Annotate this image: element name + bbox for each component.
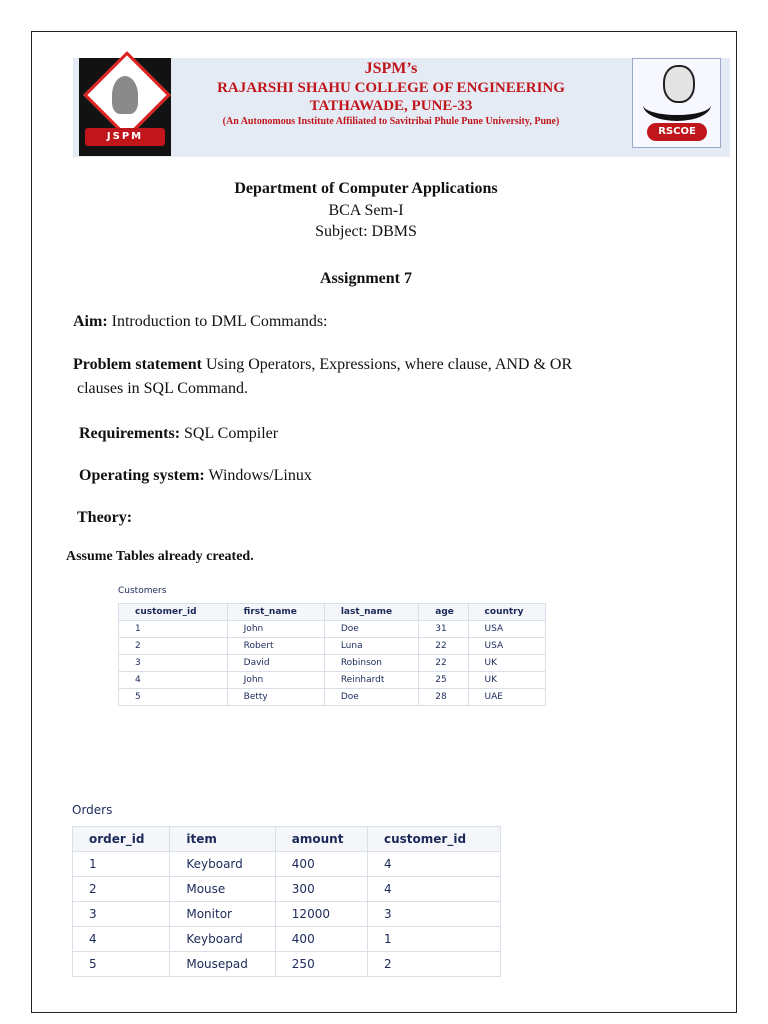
table-row (119, 621, 546, 638)
table-cell: 400 (275, 927, 367, 952)
orders-col-amount: amount (275, 827, 367, 852)
table-cell: Betty (227, 689, 324, 706)
problem-text-line1: Using Operators, Expressions, where clause, AND & OR (202, 356, 573, 373)
table-cell: UK (468, 672, 545, 689)
assume-note: Assume Tables already created. (66, 549, 254, 564)
table-cell: 400 (275, 852, 367, 877)
table-cell: Doe (324, 621, 418, 638)
org-name: JSPM’s (364, 60, 418, 77)
customers-col-first-name: first_name (227, 604, 324, 621)
problem-label: Problem statement (73, 356, 202, 373)
table-row (73, 877, 501, 902)
affiliation-note: (An Autonomous Institute Affiliated to Savitribai Phule Pune University, Pune) (222, 116, 560, 127)
semester-line: BCA Sem-I (328, 202, 404, 219)
table-cell: UAE (468, 689, 545, 706)
table-cell: John (227, 621, 324, 638)
table-cell: 22 (419, 638, 468, 655)
theory-label: Theory: (77, 509, 133, 526)
rscoe-logo-banner: RSCOE (647, 123, 707, 141)
table-cell: 5 (73, 952, 170, 977)
table-cell: 2 (119, 638, 228, 655)
table-cell: USA (468, 621, 545, 638)
customers-header-row (119, 604, 546, 621)
customers-col-country: country (468, 604, 545, 621)
table-cell: 3 (73, 902, 170, 927)
orders-header-row (73, 827, 501, 852)
aim-text: Introduction to DML Commands: (107, 313, 328, 330)
os-text: Windows/Linux (204, 467, 312, 484)
table-cell: Doe (324, 689, 418, 706)
table-row (73, 852, 501, 877)
table-cell: John (227, 672, 324, 689)
orders-col-customer-id: customer_id (368, 827, 501, 852)
table-cell: Luna (324, 638, 418, 655)
subject-line: Subject: DBMS (315, 223, 417, 240)
problem-text-line2: clauses in SQL Command. (77, 380, 248, 397)
table-cell: Mouse (170, 877, 275, 902)
table-cell: David (227, 655, 324, 672)
table-cell: 2 (368, 952, 501, 977)
orders-col-order-id: order_id (73, 827, 170, 852)
customers-col-age: age (419, 604, 468, 621)
requirements-paragraph (79, 422, 278, 446)
orders-table-title: Orders (72, 803, 113, 817)
table-cell: 4 (119, 672, 228, 689)
aim-paragraph (73, 310, 328, 334)
table-cell: 1 (119, 621, 228, 638)
table-cell: Keyboard (170, 852, 275, 877)
table-cell: 2 (73, 877, 170, 902)
table-cell: Reinhardt (324, 672, 418, 689)
table-cell: 3 (368, 902, 501, 927)
customers-table-title: Customers (118, 586, 167, 596)
table-row (119, 689, 546, 706)
problem-paragraph (73, 353, 572, 377)
theory-heading (77, 506, 132, 530)
college-name: RAJARSHI SHAHU COLLEGE OF ENGINEERING (217, 80, 565, 96)
table-cell: Monitor (170, 902, 275, 927)
table-cell: 3 (119, 655, 228, 672)
table-cell: Robinson (324, 655, 418, 672)
table-cell: 5 (119, 689, 228, 706)
customers-col-customer-id: customer_id (119, 604, 228, 621)
table-cell: 4 (368, 877, 501, 902)
logo-figure (112, 76, 138, 114)
jspm-logo (79, 58, 171, 156)
table-cell: 250 (275, 952, 367, 977)
logo-swords (643, 89, 711, 121)
table-cell: 31 (419, 621, 468, 638)
os-label: Operating system: (79, 467, 205, 484)
table-cell: UK (468, 655, 545, 672)
rscoe-logo (632, 58, 721, 148)
orders-col-item: item (170, 827, 275, 852)
college-location: TATHAWADE, PUNE-33 (309, 98, 473, 114)
table-cell: 4 (368, 852, 501, 877)
table-cell: 22 (419, 655, 468, 672)
assignment-title: Assignment 7 (319, 270, 412, 287)
department-title: Department of Computer Applications (234, 180, 498, 197)
os-paragraph (79, 464, 312, 488)
table-cell: Keyboard (170, 927, 275, 952)
table-row (73, 902, 501, 927)
requirements-label: Requirements: (79, 425, 181, 442)
customers-col-last-name: last_name (324, 604, 418, 621)
table-cell: 25 (419, 672, 468, 689)
aim-label: Aim: (73, 313, 108, 330)
table-cell: USA (468, 638, 545, 655)
table-row (119, 672, 546, 689)
table-row (73, 952, 501, 977)
orders-table (72, 826, 501, 977)
table-cell: 300 (275, 877, 367, 902)
table-cell: 1 (368, 927, 501, 952)
table-cell: Mousepad (170, 952, 275, 977)
table-cell: 28 (419, 689, 468, 706)
table-cell: Robert (227, 638, 324, 655)
table-cell: 4 (73, 927, 170, 952)
jspm-logo-ribbon: JSPM (85, 128, 165, 146)
table-row (119, 655, 546, 672)
table-cell: 12000 (275, 902, 367, 927)
table-row (73, 927, 501, 952)
table-row (119, 638, 546, 655)
table-cell: 1 (73, 852, 170, 877)
requirements-text: SQL Compiler (180, 425, 279, 442)
customers-table (118, 603, 546, 706)
